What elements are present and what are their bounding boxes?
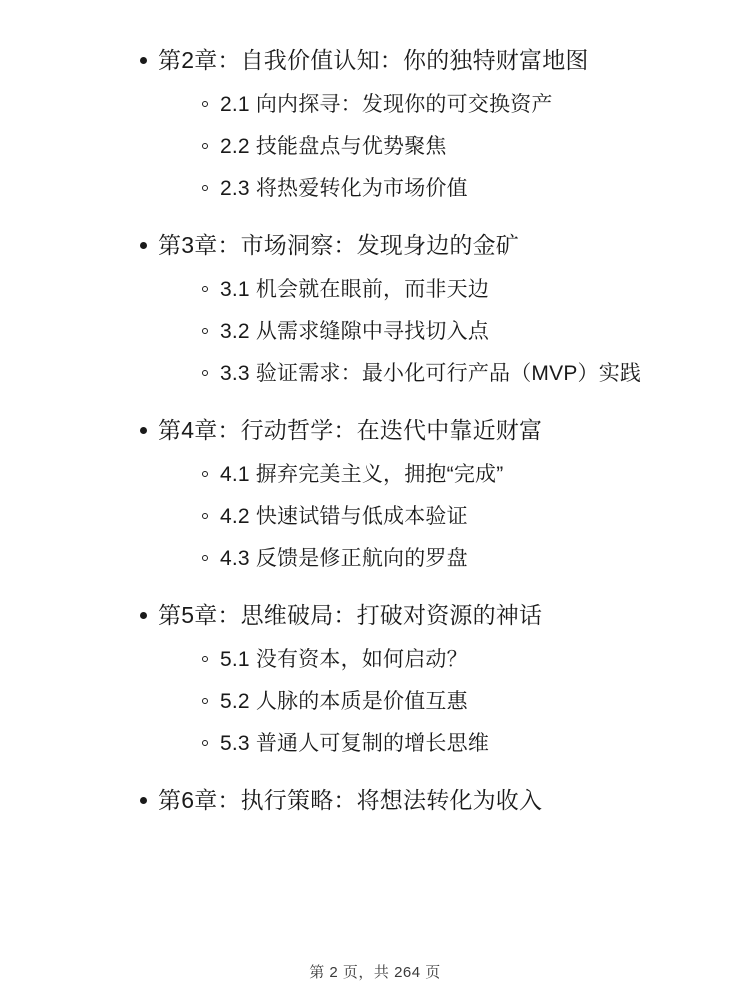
toc-section[interactable]: 2.3 将热爱转化为市场价值 xyxy=(158,172,710,205)
chapter-sections xyxy=(158,88,710,205)
chapter-sections xyxy=(158,458,710,575)
toc-section[interactable]: 2.1 向内探寻：发现你的可交换资产 xyxy=(158,88,710,121)
toc-chapter[interactable] xyxy=(40,42,710,205)
toc-section[interactable]: 3.2 从需求缝隙中寻找切入点 xyxy=(158,315,710,348)
toc-section[interactable]: 4.3 反馈是修正航向的罗盘 xyxy=(158,542,710,575)
toc-section[interactable]: 2.2 技能盘点与优势聚焦 xyxy=(158,130,710,163)
chapter-title: 第2章：自我价值认知：你的独特财富地图 xyxy=(158,42,710,78)
toc-section[interactable]: 5.2 人脉的本质是价值互惠 xyxy=(158,685,710,718)
chapter-title: 第3章：市场洞察：发现身边的金矿 xyxy=(158,227,710,263)
chapter-title: 第4章：行动哲学：在迭代中靠近财富 xyxy=(158,412,710,448)
toc-section[interactable]: 3.3 验证需求：最小化可行产品（MVP）实践 xyxy=(158,357,710,390)
toc-section[interactable]: 4.1 摒弃完美主义，拥抱“完成” xyxy=(158,458,710,491)
toc-section[interactable]: 3.1 机会就在眼前，而非天边 xyxy=(158,273,710,306)
page-footer: 第 2 页，共 264 页 xyxy=(309,964,441,981)
chapter-title: 第5章：思维破局：打破对资源的神话 xyxy=(158,597,710,633)
toc-chapter[interactable] xyxy=(40,412,710,575)
toc-section[interactable]: 5.3 普通人可复制的增长思维 xyxy=(158,727,710,760)
table-of-contents xyxy=(40,42,710,818)
chapter-sections xyxy=(158,273,710,390)
toc-chapter[interactable] xyxy=(40,227,710,390)
toc-chapter[interactable] xyxy=(40,597,710,760)
chapter-sections xyxy=(158,643,710,760)
toc-section[interactable]: 4.2 快速试错与低成本验证 xyxy=(158,500,710,533)
toc-chapter[interactable] xyxy=(40,782,710,818)
chapter-title: 第6章：执行策略：将想法转化为收入 xyxy=(158,782,710,818)
toc-section[interactable]: 5.1 没有资本，如何启动？ xyxy=(158,643,710,676)
